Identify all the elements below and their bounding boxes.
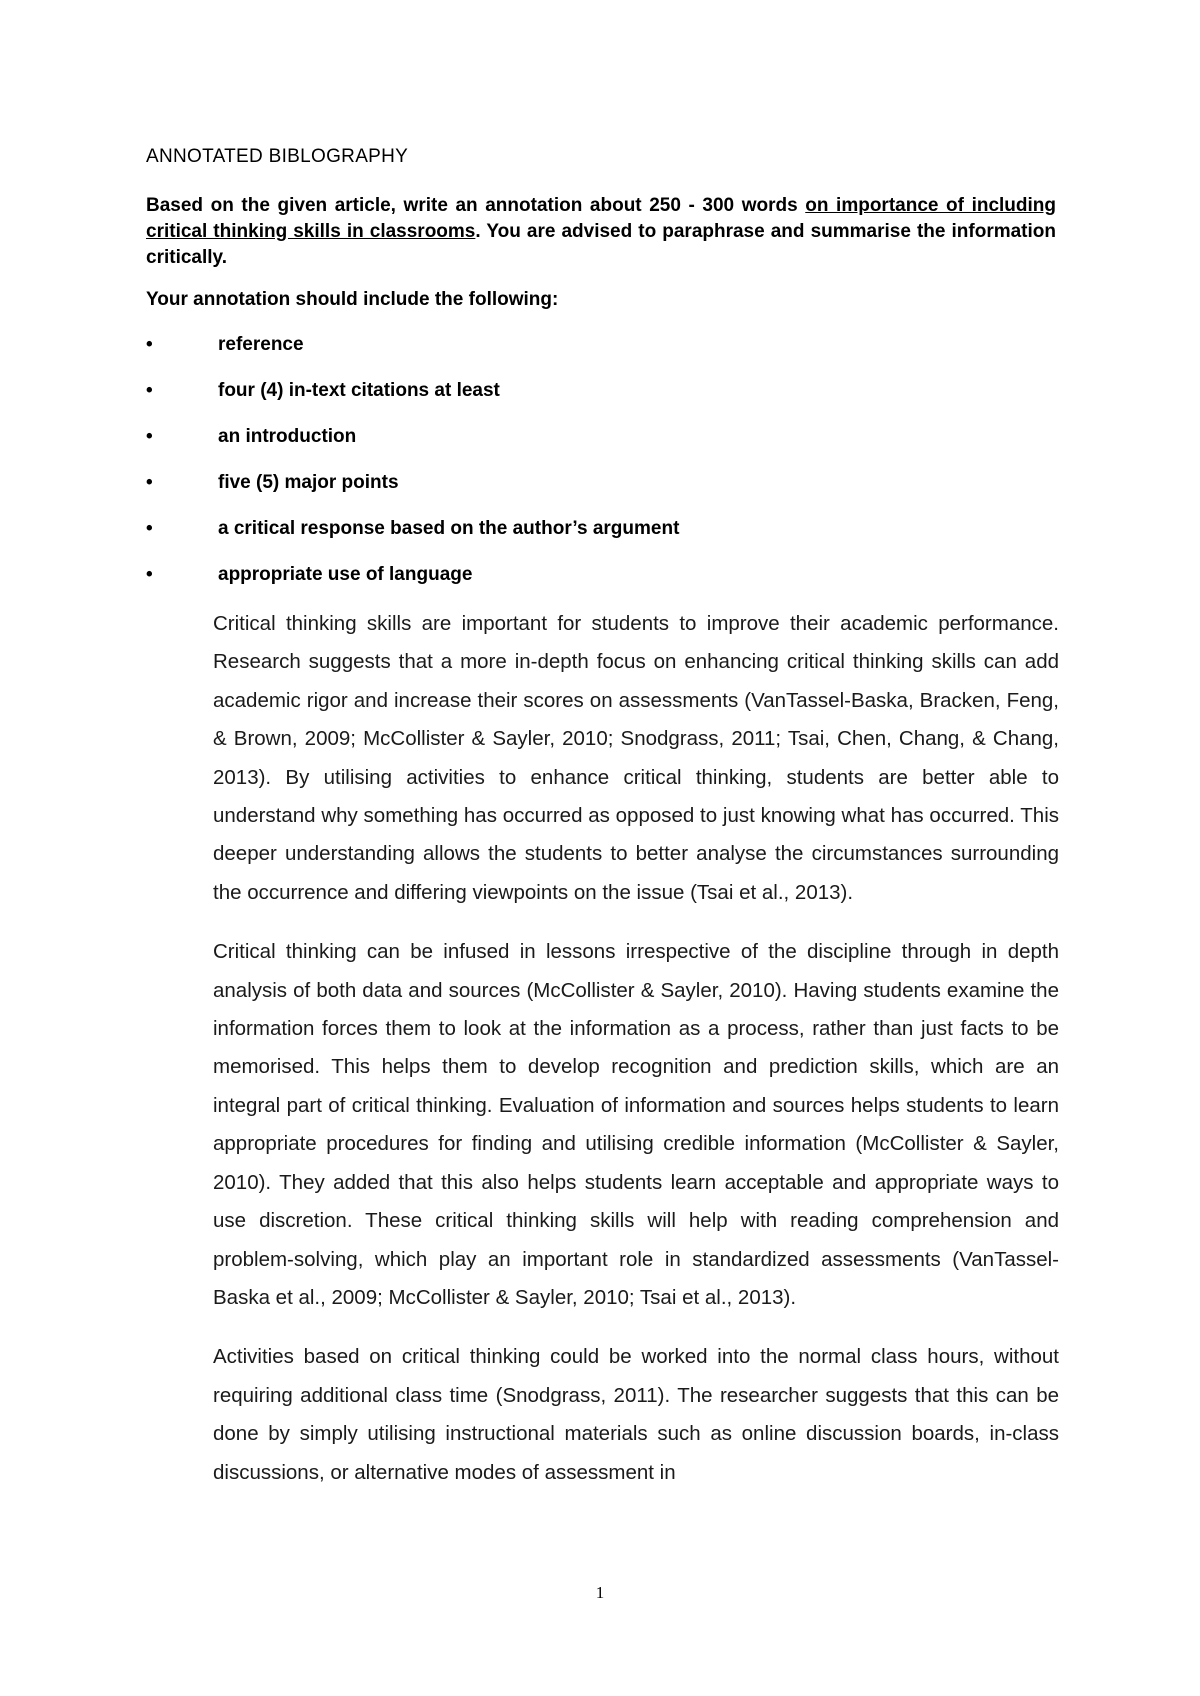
list-item	[146, 334, 679, 380]
list-item	[146, 472, 679, 518]
body-paragraph: Critical thinking skills are important for students to improve their academic performance. Research suggests that a more in-depth focus on enhancing critical thinking skills can add academic rigor and increase their scores on assessments (VanTassel-Baska, Bracken, Feng, & Brown, 2009; McCollister & Sayler, 2010; Snodgrass, 2011; Tsai, Chen, Chang, & Chang, 2013). By utilising activities to enhance critical thinking, students are better able to understand why something has occurred as opposed to just knowing what has occurred. This deeper understanding allows the students to better analyse the circumstances surrounding the occurrence and differing viewpoints on the issue (Tsai et al., 2013).	[213, 612, 1059, 904]
assignment-instructions	[146, 193, 1056, 271]
requirements-list	[146, 334, 679, 610]
bullet-icon: •	[146, 564, 153, 585]
instructions-underlined-topic: on importance of including critical thinking skills in classrooms	[146, 195, 1056, 242]
document-title: ANNOTATED BIBLOGRAPHY	[146, 146, 409, 167]
requirements-heading: Your annotation should include the following:	[146, 289, 559, 310]
list-item-text: five (5) major points	[218, 472, 399, 493]
list-item-text: reference	[218, 334, 304, 355]
list-item	[146, 564, 679, 610]
instructions-text-continued: . You are advised to paraphrase and summarise the information critically.	[146, 221, 1056, 268]
list-item-text: a critical response based on the author’s argument	[218, 518, 680, 539]
list-item	[146, 380, 679, 426]
list-item-text: an introduction	[218, 426, 357, 447]
bullet-icon: •	[146, 472, 153, 493]
list-item-text: appropriate use of language	[218, 564, 473, 585]
list-item	[146, 518, 679, 564]
instructions-text: Based on the given article, write an annotation about 250 - 300 words	[146, 195, 806, 216]
annotation-body	[213, 605, 1059, 1513]
page-number: 1	[595, 1583, 605, 1602]
list-item	[146, 426, 679, 472]
body-paragraph: Critical thinking can be infused in lessons irrespective of the discipline through in depth analysis of both data and sources (McCollister & Sayler, 2010). Having students examine the information forces them to look at the information as a process, rather than just facts to be memorised. This helps them to develop recognition and prediction skills, which are an integral part of critical thinking. Evaluation of information and sources helps students to learn appropriate procedures for finding and utilising credible information (McCollister & Sayler, 2010). They added that this also helps students learn acceptable and appropriate ways to use discretion. These critical thinking skills will help with reading comprehension and problem-solving, which play an important role in standardized assessments (VanTassel-Baska et al., 2009; McCollister & Sayler, 2010; Tsai et al., 2013).	[213, 940, 1059, 1309]
list-item-text: four (4) in-text citations at least	[218, 380, 500, 401]
bullet-icon: •	[146, 518, 153, 539]
bullet-icon: •	[146, 426, 153, 447]
bullet-icon: •	[146, 380, 153, 401]
body-paragraph: Activities based on critical thinking could be worked into the normal class hours, without requiring additional class time (Snodgrass, 2011). The researcher suggests that this can be done by simply utilising instructional materials such as online discussion boards, in-class discussions, or alternative modes of assessment in	[213, 1345, 1059, 1484]
bullet-icon: •	[146, 334, 153, 355]
